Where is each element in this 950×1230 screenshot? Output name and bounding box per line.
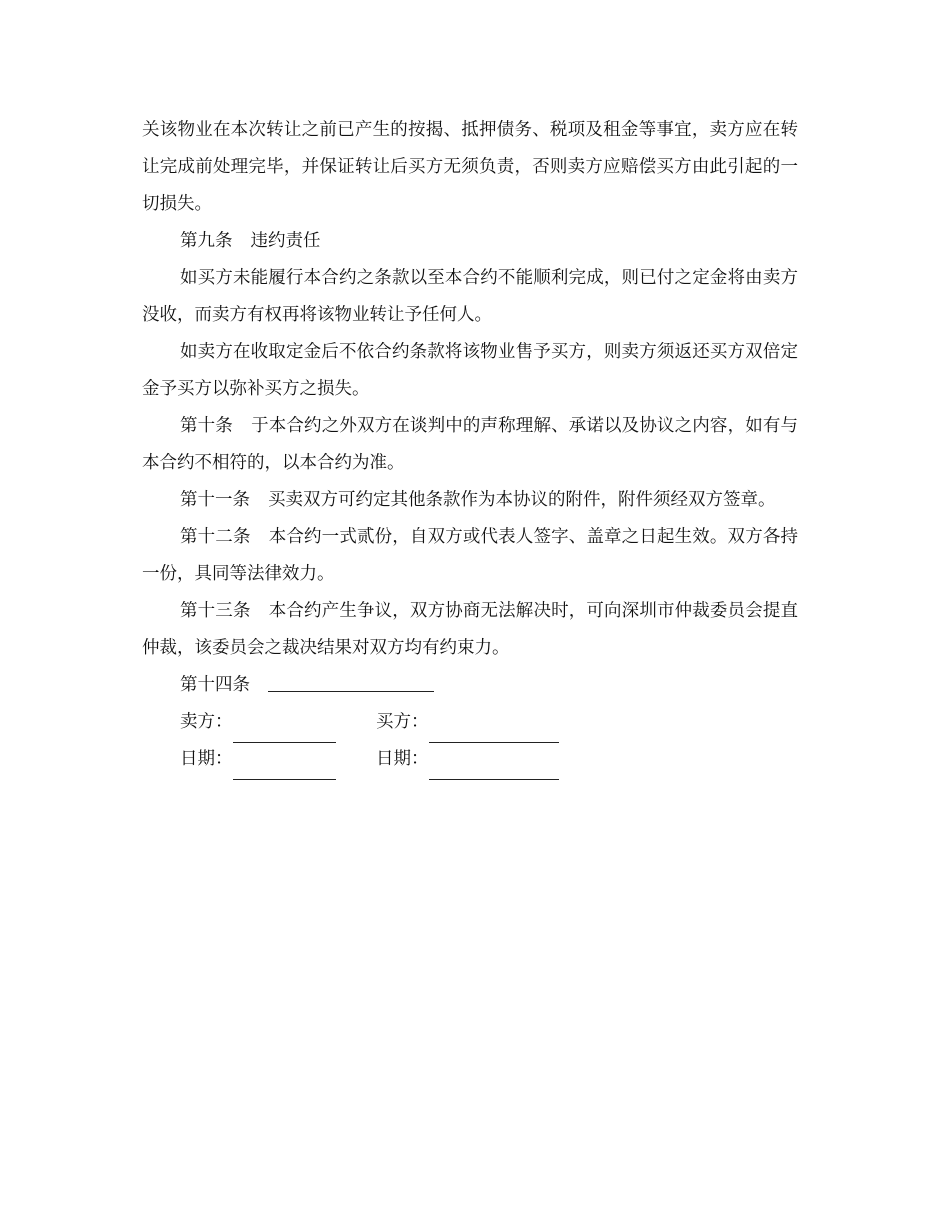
article-13: [142, 593, 798, 667]
paragraph-seller-breach: [142, 334, 798, 408]
buyer-signature-field: [376, 704, 559, 741]
paragraph-liability-continuation: [142, 112, 798, 223]
paragraph-buyer-breach: [142, 260, 798, 334]
article-number: 第十三条: [180, 601, 251, 621]
contract-body: [142, 112, 798, 778]
article-14-blank-line: [268, 677, 434, 692]
article-text: 本合约一式贰份，自双方或代表人签字、盖章之日起生效。双方各持一份，具同等法律效力。: [142, 527, 799, 584]
article-12: [142, 519, 798, 593]
buyer-date-label: 日期：: [376, 749, 429, 769]
signature-date-row: [142, 741, 798, 778]
article-number: 第十二条: [180, 527, 251, 547]
buyer-label: 买方：: [376, 712, 429, 732]
seller-date-label: 日期：: [180, 749, 233, 769]
seller-date-field: [180, 741, 376, 778]
article-9-heading: [142, 223, 798, 260]
signature-party-row: [142, 704, 798, 741]
article-title: 违约责任: [250, 231, 321, 251]
buyer-date-line: [429, 765, 559, 780]
paragraph-text: 关该物业在本次转让之前已产生的按揭、抵押债务、税项及租金等事宜，卖方应在转让完成前处理完毕，并保证转让后买方无须负责，否则卖方应赔偿买方由此引起的一切损失。: [142, 120, 798, 214]
seller-signature-field: [180, 704, 376, 741]
article-text: 买卖双方可约定其他条款作为本协议的附件，附件须经双方签章。: [268, 490, 776, 510]
seller-date-line: [233, 765, 336, 780]
article-10: [142, 408, 798, 482]
buyer-date-field: [376, 741, 559, 778]
paragraph-text: 如买方未能履行本合约之条款以至本合约不能顺利完成，则已付之定金将由卖方没收，而卖方有权再将该物业转让予任何人。: [142, 268, 798, 325]
article-text: 本合约产生争议，双方协商无法解决时，可向深圳市仲裁委员会提直仲裁，该委员会之裁决结果对双方均有约束力。: [142, 601, 799, 658]
article-number: 第十条: [180, 416, 233, 436]
article-text: 于本合约之外双方在谈判中的声称理解、承诺以及协议之内容，如有与本合约不相符的，以本合约为准。: [142, 416, 799, 473]
article-number: 第九条: [180, 231, 233, 251]
seller-label: 卖方：: [180, 712, 233, 732]
article-number: 第十四条: [180, 675, 250, 695]
article-number: 第十一条: [180, 490, 250, 510]
article-14: [142, 667, 798, 704]
article-11: [142, 482, 798, 519]
paragraph-text: 如卖方在收取定金后不依合约条款将该物业售予买方，则卖方须返还买方双倍定金予买方以弥补买方之损失。: [142, 342, 798, 399]
